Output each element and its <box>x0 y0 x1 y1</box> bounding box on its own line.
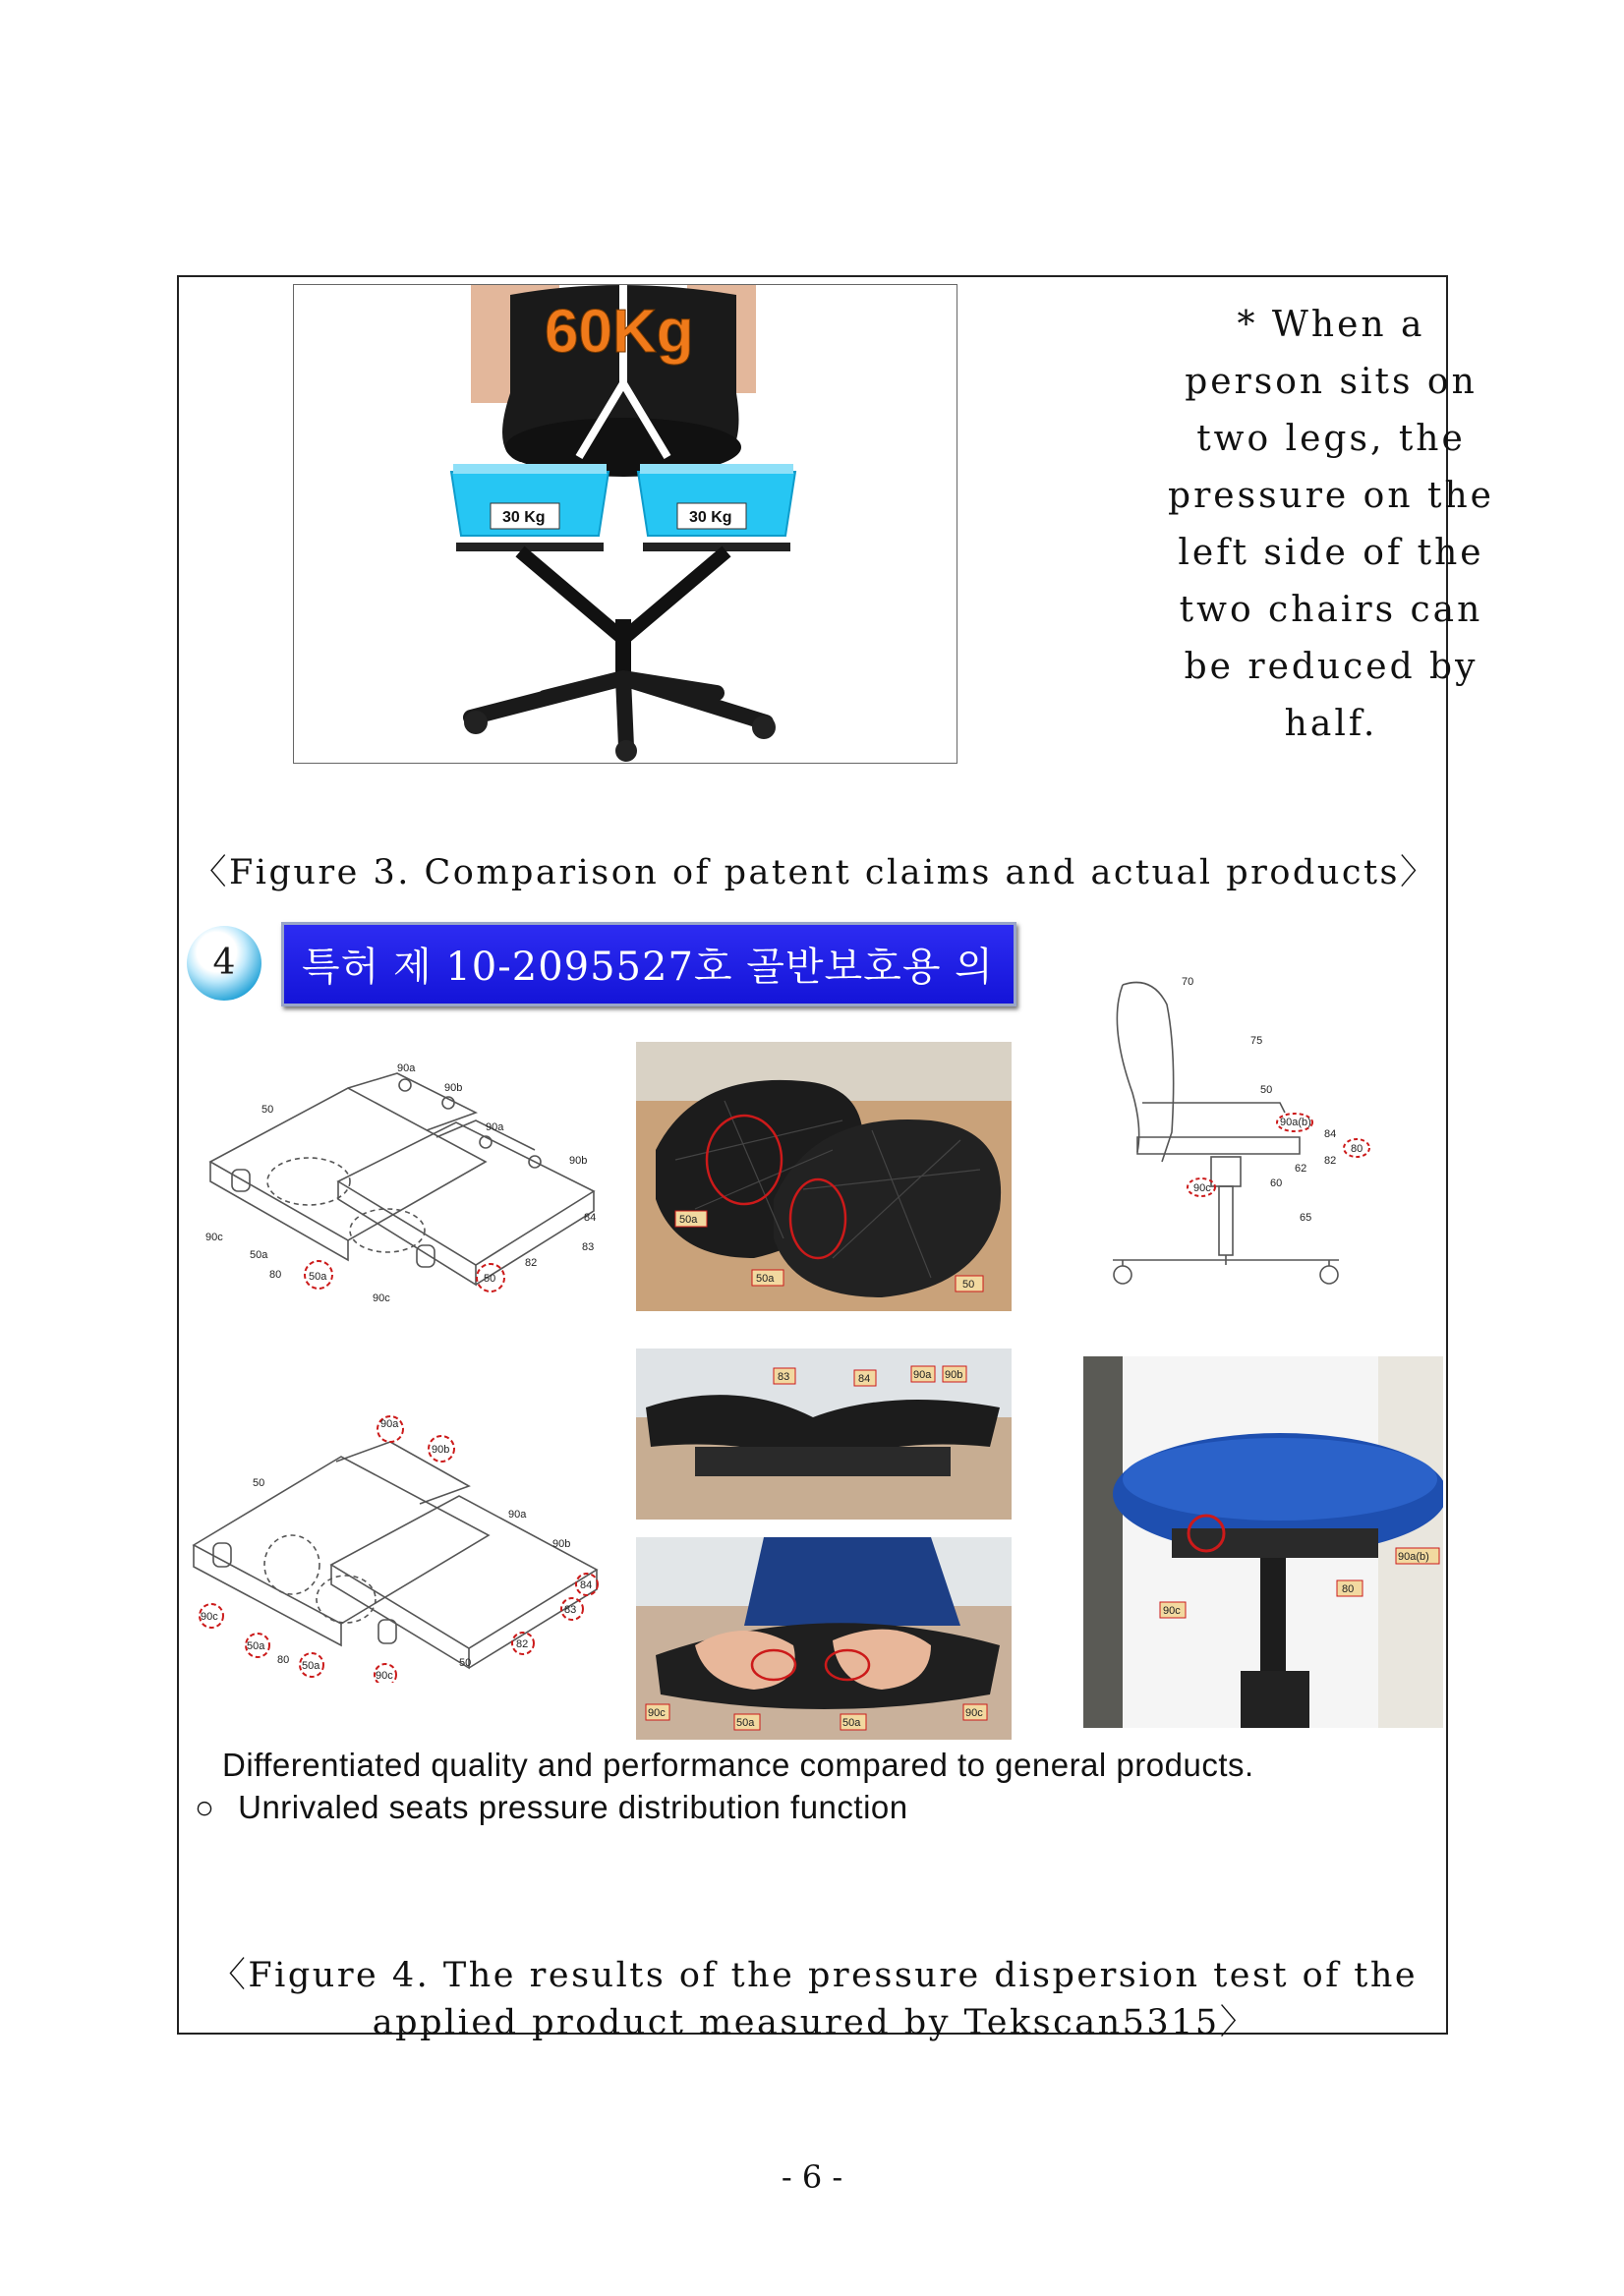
sketch-label: 50a <box>309 1271 327 1283</box>
side-label: 80 <box>1351 1143 1363 1155</box>
sketch-label: 90c <box>376 1670 393 1682</box>
sketch-label: 80 <box>269 1269 282 1281</box>
photo-tag: 83 <box>778 1371 790 1383</box>
sketch-label: 90a <box>380 1418 399 1430</box>
sketch-label: 50a <box>302 1660 320 1672</box>
sketch-label: 90b <box>444 1082 463 1094</box>
photo-tag: 90c <box>965 1707 983 1719</box>
sketch-label: 90c <box>205 1232 223 1243</box>
photo-tag: 50 <box>962 1279 975 1291</box>
sketch-label: 50a <box>247 1640 265 1652</box>
sketch-label: 90b <box>432 1444 450 1456</box>
sketch-label: 84 <box>584 1212 597 1224</box>
sketch-label: 50 <box>484 1273 496 1285</box>
photo-tag: 84 <box>858 1373 871 1385</box>
seat-drawing-top <box>191 1044 623 1309</box>
seat-drawing-bottom <box>184 1388 621 1683</box>
side-label: 60 <box>1270 1177 1283 1189</box>
sketch-label: 90b <box>552 1538 571 1550</box>
side-label: 65 <box>1300 1212 1312 1224</box>
figure3-side-text <box>1134 297 1528 753</box>
figure3-caption: 〈Figure 3. Comparison of patent claims and actual products〉 <box>192 853 1437 892</box>
photo-tag: 90a <box>913 1369 932 1381</box>
side-text-line: * When a <box>1237 305 1425 345</box>
blue-chair-image <box>1083 1356 1443 1728</box>
page-number: - 6 - <box>781 2158 843 2196</box>
bullet-circle-icon: ○ <box>195 1789 215 1825</box>
sketch-label: 83 <box>582 1241 595 1253</box>
blue-chair-photo <box>1083 1356 1443 1728</box>
photo-tag: 80 <box>1342 1583 1355 1595</box>
sketch-label: 80 <box>277 1654 290 1666</box>
scale-left-label: 30 Kg <box>502 509 546 526</box>
chair-side-view <box>1083 965 1378 1309</box>
document-frame <box>177 275 1494 2042</box>
feet-seat-photo <box>636 1537 1012 1740</box>
section-banner-title: 특허 제 10-2095527호 골반보호용 의자 <box>281 922 1016 1006</box>
patent-sketch-top <box>191 1044 623 1309</box>
side-text-line: half. <box>1284 704 1378 744</box>
sketch-label: 50 <box>253 1477 265 1489</box>
sketch-label: 90c <box>373 1292 390 1304</box>
feet-seat-image <box>636 1537 1012 1740</box>
seat-side-image <box>636 1349 1012 1520</box>
side-label: 90a(b) <box>1280 1117 1311 1128</box>
side-label: 84 <box>1324 1128 1337 1140</box>
seat-side-photo <box>636 1349 1012 1520</box>
photo-tag: 90b <box>945 1369 963 1381</box>
seat-underside-photo <box>636 1042 1012 1311</box>
photo-tag: 50a <box>756 1273 775 1285</box>
side-text-line: pressure on the <box>1168 476 1494 516</box>
side-text-line: left side of the <box>1178 533 1484 573</box>
photo-tag: 90c <box>648 1707 666 1719</box>
sketch-label: 90a <box>508 1509 527 1521</box>
photo-tag: 50a <box>679 1214 698 1226</box>
sketch-label: 50 <box>261 1104 274 1116</box>
photo-tag: 90c <box>1163 1605 1181 1617</box>
photo-tag: 50a <box>736 1717 755 1729</box>
side-label: 50 <box>1260 1084 1273 1096</box>
sketch-label: 50a <box>250 1249 268 1261</box>
seat-underside-image <box>636 1042 1012 1311</box>
weight-label: 60Kg <box>545 298 694 366</box>
scale-right-label: 30 Kg <box>689 509 732 526</box>
chair-weight-illustration <box>294 285 957 763</box>
bullet-line <box>195 1789 1414 1826</box>
side-text-line: two legs, the <box>1196 419 1466 459</box>
sketch-label: 90a <box>397 1062 416 1074</box>
bullet-text: Unrivaled seats pressure distribution function <box>238 1789 908 1825</box>
side-view-drawing <box>1083 965 1378 1309</box>
patent-sketch-bottom <box>184 1388 621 1683</box>
sketch-label: 82 <box>525 1257 538 1269</box>
side-label: 70 <box>1182 976 1194 988</box>
differentiated-quality-text: Differentiated quality and performance compared to general products. <box>222 1747 1254 1783</box>
sketch-label: 90c <box>201 1611 218 1623</box>
side-label: 62 <box>1295 1163 1307 1175</box>
sketch-label: 84 <box>580 1579 593 1591</box>
side-text-line: person sits on <box>1185 362 1478 402</box>
side-text-line: be reduced by <box>1184 647 1479 687</box>
photo-tag: 90a(b) <box>1398 1551 1429 1563</box>
figure4-caption-line2: applied product measured by Tekscan5315〉 <box>372 2003 1257 2042</box>
section-number-badge: 4 <box>187 926 261 1001</box>
side-label: 75 <box>1250 1035 1263 1047</box>
photo-tag: 50a <box>842 1717 861 1729</box>
sketch-label: 83 <box>564 1604 577 1616</box>
side-text-line: two chairs can <box>1179 590 1483 630</box>
sketch-label: 90b <box>569 1155 588 1167</box>
sketch-label: 82 <box>516 1638 529 1650</box>
sketch-label: 50 <box>459 1657 472 1669</box>
figure4-caption-line1: 〈Figure 4. The results of the pressure dispersion test of the <box>210 1956 1419 1995</box>
figure3-photo <box>293 284 957 764</box>
sketch-label: 90a <box>486 1121 504 1133</box>
side-label: 90c <box>1193 1182 1211 1194</box>
side-label: 82 <box>1324 1155 1337 1167</box>
